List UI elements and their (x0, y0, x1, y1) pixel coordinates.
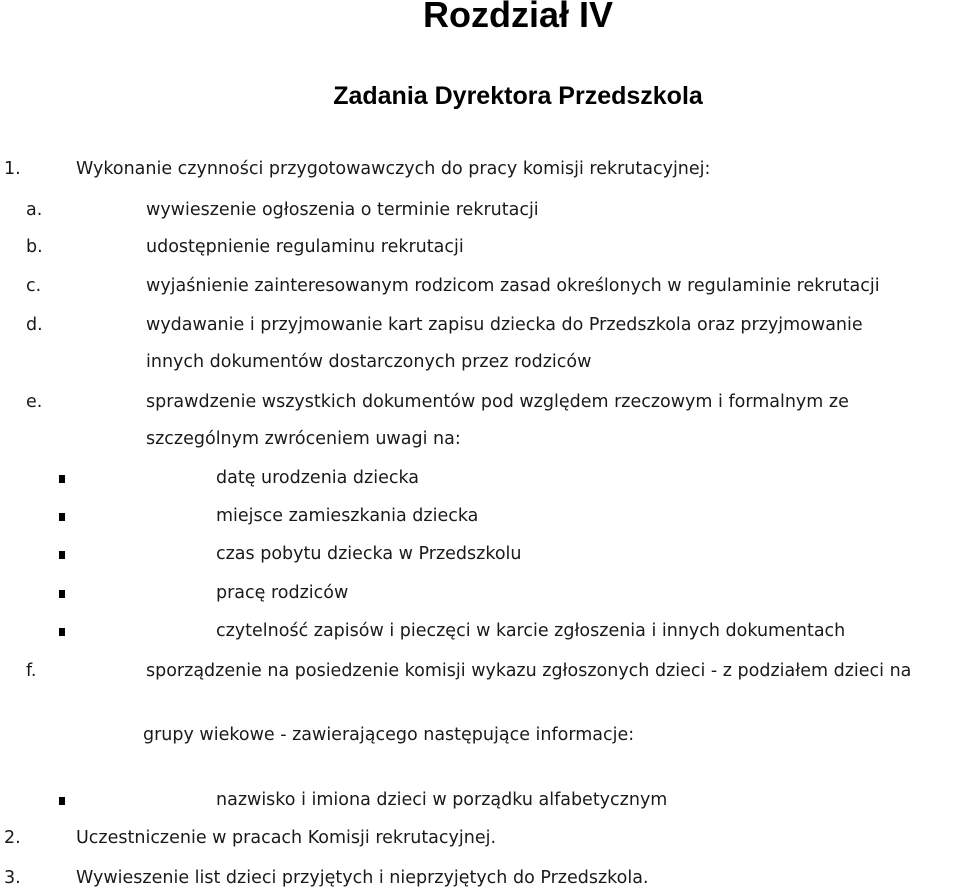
item-text: Wykonanie czynności przygotowawczych do pracy komisji rekrutacyjnej: (76, 159, 711, 179)
bullet-icon (59, 628, 65, 636)
sub-item-text-line2: grupy wiekowe - zawierającego następujące informacje: (143, 725, 635, 745)
bullet-icon (59, 590, 65, 598)
sub-item-letter: e. (26, 392, 43, 412)
sub-item-text-line1: wydawanie i przyjmowanie kart zapisu dziecka do Przedszkola oraz przyjmowanie (146, 315, 863, 335)
bullet-item: miejsce zamieszkania dziecka (216, 506, 479, 526)
sub-item-text-line1: sprawdzenie wszystkich dokumentów pod względem rzeczowym i formalnym ze (146, 392, 849, 412)
sub-item-letter: c. (26, 276, 42, 296)
item-number: 1. (4, 159, 21, 179)
bullet-icon (59, 551, 65, 559)
bullet-item: czytelność zapisów i pieczęci w karcie zgłoszenia i innych dokumentach (216, 621, 846, 641)
item-number: 2. (4, 828, 21, 848)
sub-item-letter: b. (26, 237, 43, 257)
sub-item-text-line1: sporządzenie na posiedzenie komisji wykazu zgłoszonych dzieci - z podziałem dzieci na (146, 661, 912, 681)
item-text: Wywieszenie list dzieci przyjętych i nieprzyjętych do Przedszkola. (76, 868, 649, 888)
bullet-item: czas pobytu dziecka w Przedszkolu (216, 544, 522, 564)
sub-item-letter: f. (26, 661, 37, 681)
sub-item-text-line2: szczególnym zwróceniem uwagi na: (146, 429, 461, 449)
chapter-title: Rozdział IV (422, 0, 614, 35)
section-title: Zadania Dyrektora Przedszkola (333, 82, 703, 110)
bullet-icon (59, 475, 65, 483)
sub-item-text-line2: innych dokumentów dostarczonych przez rodziców (146, 352, 592, 372)
bullet-item: pracę rodziców (216, 583, 349, 603)
bullet-icon (59, 513, 65, 521)
item-text: Uczestniczenie w pracach Komisji rekrutacyjnej. (76, 828, 497, 848)
sub-item-text: wyjaśnienie zainteresowanym rodzicom zasad określonych w regulaminie rekrutacji (146, 276, 880, 296)
bullet-icon (59, 797, 65, 805)
sub-item-letter: a. (26, 200, 43, 220)
bullet-item: datę urodzenia dziecka (216, 468, 420, 488)
sub-item-letter: d. (26, 315, 43, 335)
sub-item-text: wywieszenie ogłoszenia o terminie rekrutacji (146, 200, 539, 220)
sub-item-text: udostępnienie regulaminu rekrutacji (146, 237, 464, 257)
item-number: 3. (4, 868, 21, 888)
bullet-item: nazwisko i imiona dzieci w porządku alfabetycznym (216, 790, 668, 810)
